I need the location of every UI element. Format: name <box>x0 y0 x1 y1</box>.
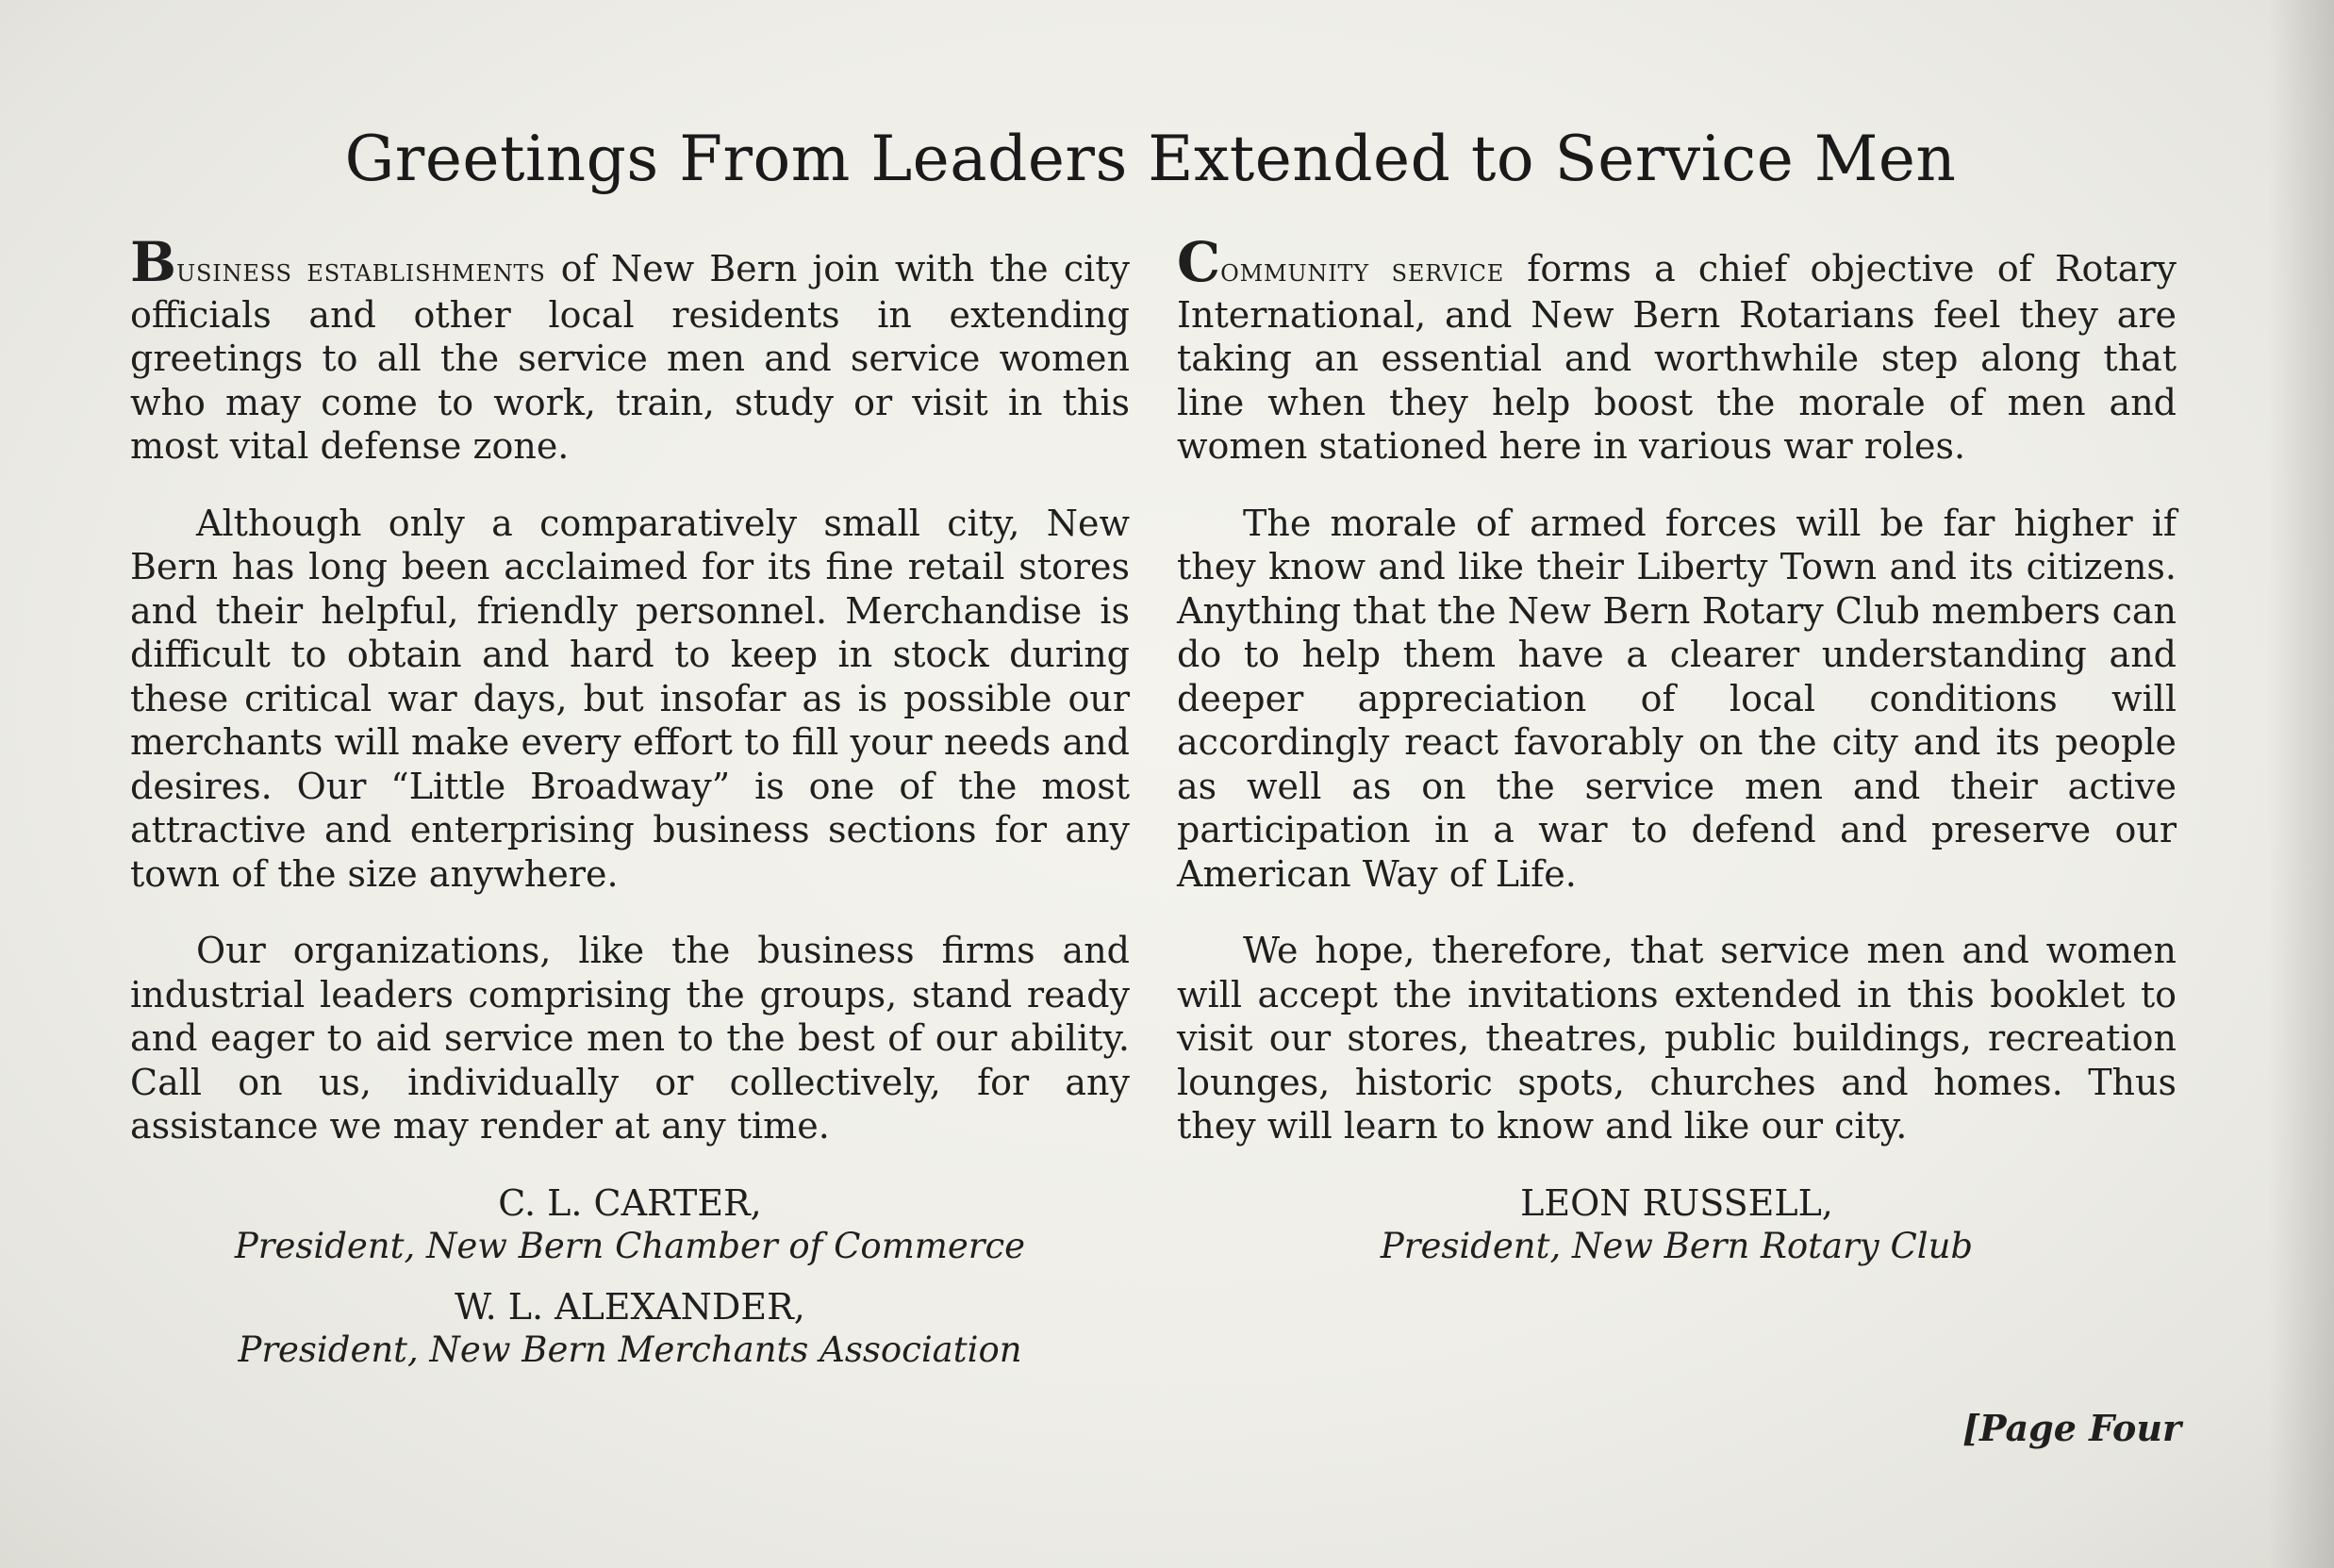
left-paragraph-1 <box>130 230 1130 469</box>
signature-title-alexander: President, New Bern Merchants Association <box>238 1329 1022 1370</box>
signature-title-russell: President, New Bern Rotary Club <box>1380 1225 1974 1266</box>
left-paragraph-1-text: of New Bern join with the city officials and other local residents in extending greetings to all the service men and service women who may come to work, train, study or visit in this most vital defense zone. <box>130 248 1130 467</box>
right-paragraph-3: We hope, therefore, that service men and women will accept the invitations extended in this booklet to visit our stores, theatres, public buildings, recreation lounges, historic spots, churches and homes. Thus they will learn to know and like our city. <box>1177 930 2177 1147</box>
left-drop-cap: B <box>130 230 177 294</box>
signature-title-carter: President, New Bern Chamber of Commerce <box>234 1225 1026 1266</box>
left-small-caps-lead: usiness establishments <box>176 252 546 289</box>
left-paragraph-2: Although only a comparatively small city, New Bern has long been acclaimed for its fine retail stores and their helpful, friendly personnel. Merchandise is difficult to obtain and hard to keep in stock during these critical war days, but insofar as is possible our merchants will make every effort to fill your needs and desires. Our “Little Broadway” is one of the most attractive and enterprising business sections for any town of the size anywhere. <box>130 502 1130 895</box>
page-title: Greetings From Leaders Extended to Service Men <box>344 123 1957 195</box>
left-column <box>130 230 1130 1389</box>
signature-name-russell: LEON RUSSELL, <box>1520 1181 1833 1224</box>
page-edge-shadow <box>2268 0 2334 1568</box>
signature-name-alexander: W. L. ALEXANDER, <box>455 1285 805 1328</box>
page-number: [Page Four <box>1962 1407 2181 1449</box>
left-paragraph-3: Our organizations, like the business firms and industrial leaders comprising the groups, stand ready and eager to aid service men to the best of our ability. Call on us, individually or collectively, for any assistance we may render at any time. <box>130 930 1130 1147</box>
right-column <box>1177 230 2177 1285</box>
right-paragraph-2: The morale of armed forces will be far higher if they know and like their Liberty Town and its citizens. Anything that the New Bern Rotary Club members can do to help them have a clearer understanding and deeper appreciation of local conditions will accordingly react favorably on the city and its people as well as on the service men and their active participation in a war to defend and preserve our American Way of Life. <box>1177 502 2177 895</box>
right-small-caps-lead: ommunity service <box>1220 252 1505 289</box>
right-paragraph-1 <box>1177 230 2177 469</box>
signature-name-carter: C. L. CARTER, <box>498 1181 762 1224</box>
right-paragraph-1-text: forms a chief objective of Rotary International, and New Bern Rotarians feel they are taking an essential and worthwhile step along that line when they help boost the morale of men and women stationed here in various war roles. <box>1177 248 2177 467</box>
right-drop-cap: C <box>1177 230 1221 294</box>
